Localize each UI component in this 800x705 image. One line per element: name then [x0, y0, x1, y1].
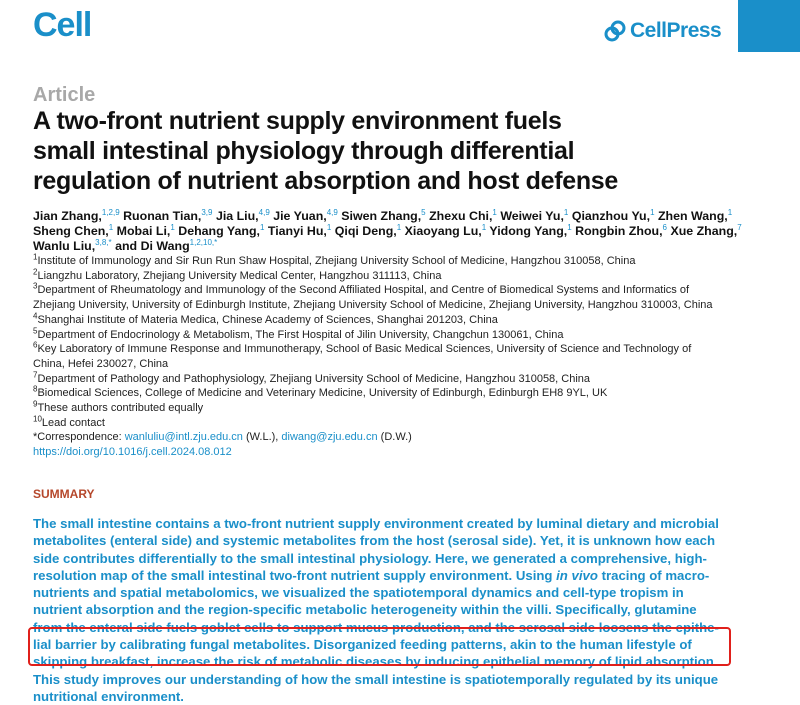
publisher-logo: [604, 19, 721, 43]
affiliation-number: 3: [33, 281, 38, 291]
summary-fragment: tracing of macro-: [597, 567, 710, 583]
author-affil-sup: 3,8,*: [95, 237, 112, 247]
affiliation-text: Department of Rheumatology and Immunology of the Second Affiliated Hospital, and Centre of Biomedical Systems and Informatics of: [37, 284, 690, 297]
affiliation-text: Key Laboratory of Immune Response and Immunotherapy, School of Basic Medical Sciences, University of Science and Technology of: [37, 343, 692, 356]
article-type-label: Article: [33, 84, 96, 106]
author-name[interactable]: Xiaoyang Lu,: [404, 224, 482, 238]
author-name[interactable]: Xue Zhang,: [670, 224, 738, 238]
affiliation: [33, 369, 773, 387]
affiliation: [33, 401, 773, 416]
summary-line: skipping breakfast, increase the risk of metabolic diseases by inducing epithelial memory of lipid absorption.: [33, 654, 718, 670]
affiliation-text: Department of Pathology and Pathophysiology, Zhejiang University School of Medicine, Hangzhou 310058, China: [37, 372, 591, 385]
affiliation: [33, 313, 773, 328]
author-name[interactable]: Yidong Yang,: [489, 224, 568, 238]
affiliation-text: These authors contributed equally: [37, 402, 204, 415]
author-line: [33, 209, 773, 224]
author-affil-sup: 1: [396, 222, 402, 232]
author-affil-sup: 3,9: [201, 207, 213, 217]
email-link[interactable]: diwang@zju.edu.cn: [281, 431, 378, 444]
author-name[interactable]: Qianzhou Yu,: [571, 209, 651, 223]
affiliation-number: 7: [33, 369, 38, 379]
author-affil-sup: 1: [259, 222, 265, 232]
author-list: [33, 209, 773, 254]
summary-line: nutrients and spatial metabolomics, we visualized the spatiotemporal dynamics and cell-type tropism in: [33, 585, 684, 601]
summary-line: The small intestine contains a two-front nutrient supply environment created by luminal dietary and microbial: [33, 516, 719, 531]
author-name[interactable]: Zhen Wang,: [657, 209, 728, 223]
affiliation-text: Lead contact: [41, 416, 105, 429]
affiliation-number: 9: [33, 399, 38, 409]
summary-heading: SUMMARY: [33, 487, 95, 501]
affiliation: [33, 357, 773, 372]
author-name[interactable]: Rongbin Zhou,: [575, 224, 663, 238]
author-affil-sup: 7: [737, 222, 742, 232]
correspondence-initials: (D.W.): [377, 431, 412, 444]
author-affil-sup: 1,2,9: [101, 207, 120, 217]
author-affil-sup: 6: [662, 222, 667, 232]
author-affil-sup: 1: [108, 222, 114, 232]
author-affil-sup: 1: [481, 222, 487, 232]
publisher-name: CellPress: [630, 19, 722, 42]
author-affil-sup: 1: [492, 207, 497, 217]
email-link[interactable]: wanluliu@intl.zju.edu.cn: [124, 431, 243, 444]
summary-line: nutrient absorption and the region-specific metabolic heterogeneity within the villi. Specifically, glutamine: [33, 602, 697, 618]
affiliation-number: 6: [33, 340, 38, 350]
title-line: A two-front nutrient supply environment fuels: [33, 107, 562, 135]
affiliation-text: Liangzhu Laboratory, Zhejiang University Medical Center, Hangzhou 311113, China: [37, 269, 442, 282]
summary-line: side contributes differentially to the small intestinal physiology. Here, we generated a comprehensive, high-: [33, 550, 707, 566]
affiliation: [33, 298, 773, 313]
title-line: small intestinal physiology through differential: [33, 137, 575, 165]
affiliation-number: 10: [33, 414, 42, 424]
author-affil-sup: 1: [326, 222, 332, 232]
author-affil-sup: 4,9: [326, 207, 338, 217]
author-name[interactable]: Jia Liu,: [215, 209, 259, 223]
summary-italic: in vivo: [556, 567, 598, 583]
title-line: regulation of nutrient absorption and host defense: [33, 167, 619, 195]
author-name[interactable]: Wanlu Liu,: [33, 239, 96, 253]
affiliation-text: Zhejiang University, University of Edinburgh Institute, Zhejiang University School of Medicine, Zhejiang University, Hangzhou 310003, China: [33, 299, 713, 312]
author-name[interactable]: Siwen Zhang,: [341, 209, 422, 223]
summary-line: nutritional environment.: [33, 688, 184, 704]
correspondence: [33, 430, 773, 445]
affiliation-text: Department of Endocrinology & Metabolism, The First Hospital of Jilin University, Changchun 130061, China: [37, 328, 564, 341]
cellpress-icon: [604, 20, 626, 42]
summary-line: lial barrier by calibrating fungal metabolites. Disorganized feeding patterns, akin to the human lifestyle of: [33, 637, 692, 653]
corner-brand-block: [738, 0, 800, 52]
affiliation-number: 1: [33, 252, 38, 262]
affiliation-number: 8: [33, 384, 38, 394]
summary-line: [33, 567, 723, 584]
journal-logo: Cell: [33, 6, 92, 44]
affiliation-text: Biomedical Sciences, College of Medicine and Veterinary Medicine, University of Edinburgh, Edinburgh EH8 9YL, UK: [37, 387, 608, 400]
affiliation-text: Shanghai Institute of Materia Medica, Chinese Academy of Sciences, Shanghai 201203, China: [37, 313, 498, 326]
affiliation: [33, 269, 773, 284]
author-affil-sup: 1: [170, 222, 175, 232]
author-affil-sup: 4,9: [258, 207, 270, 217]
article-title: [33, 106, 753, 196]
affiliation: [33, 386, 773, 401]
affiliation: [33, 325, 773, 343]
author-name[interactable]: Zhexu Chi,: [429, 209, 493, 223]
affiliation-number: 5: [33, 325, 38, 335]
affiliation-list: [33, 254, 773, 460]
author-name[interactable]: Sheng Chen,: [33, 224, 109, 238]
author-name[interactable]: Dehang Yang,: [178, 224, 260, 238]
author-name[interactable]: Mobai Li,: [116, 224, 171, 238]
affiliation: [33, 283, 773, 298]
affiliation: [33, 342, 773, 357]
author-affil-sup: 1: [727, 207, 733, 217]
summary-line: from the enteral side fuels goblet cells to support mucus production, and the serosal side loosens the epithe-: [33, 619, 719, 635]
affiliation-text: Institute of Immunology and Sir Run Run Shaw Hospital, Zhejiang University School of Medicine, Hangzhou 310058, China: [37, 255, 636, 267]
author-name[interactable]: Qiqi Deng,: [334, 224, 397, 238]
affiliation-number: 4: [33, 311, 38, 321]
correspondence-initials: (W.L.),: [242, 431, 282, 444]
summary-line: This study improves our understanding of how the small intestine is spatiotemporally regulated by its unique: [33, 671, 719, 687]
author-affil-sup: 1,2,10,*: [189, 237, 218, 247]
author-affil-sup: 1: [650, 207, 655, 217]
author-affil-sup: 5: [421, 207, 426, 217]
author-name[interactable]: Jie Yuan,: [273, 209, 327, 223]
author-affil-sup: 1: [563, 207, 569, 217]
highlight-annotation-box: [28, 627, 731, 666]
affiliation: [33, 254, 773, 269]
author-name[interactable]: Ruonan Tian,: [123, 209, 202, 223]
author-affil-sup: 1: [567, 222, 572, 232]
affiliation-text: China, Hefei 230027, China: [33, 357, 169, 370]
correspondence-prefix: *Correspondence:: [33, 431, 125, 444]
doi-link[interactable]: https://doi.org/10.1016/j.cell.2024.08.012: [33, 446, 232, 459]
author-name[interactable]: Tianyi Hu,: [267, 224, 327, 238]
doi-line: [33, 445, 773, 460]
author-name[interactable]: Weiwei Yu,: [500, 209, 564, 223]
author-line: [33, 239, 773, 254]
author-line: [33, 224, 773, 239]
affiliation: [33, 416, 773, 431]
summary-text: [33, 515, 723, 705]
affiliation-number: 2: [33, 267, 38, 277]
author-name[interactable]: and Di Wang: [115, 239, 190, 253]
summary-fragment: resolution map of the small intestinal two-front nutrient supply environment. Using: [33, 567, 557, 583]
author-name[interactable]: Jian Zhang,: [33, 209, 102, 223]
summary-line: metabolites (enteral side) and systemic metabolites from the host (serosal side). Yet, it is unknown how each: [33, 533, 716, 549]
